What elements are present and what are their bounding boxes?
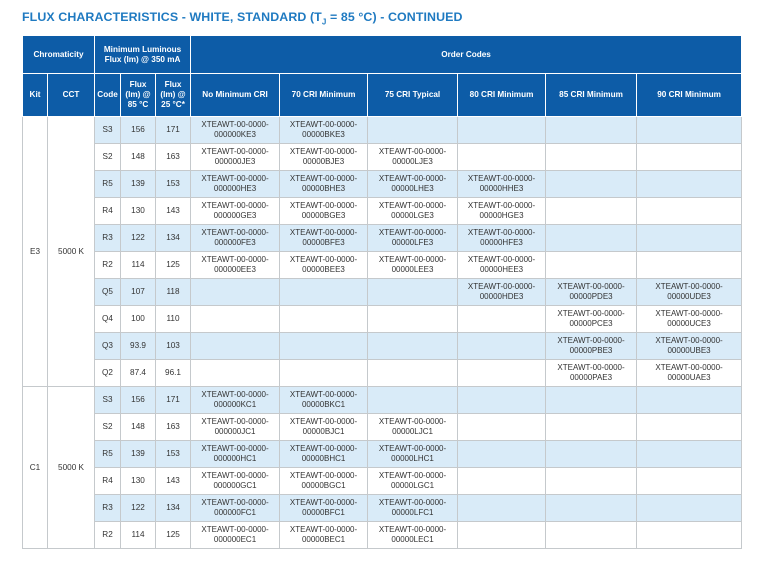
flux25-cell: 153 xyxy=(156,441,191,468)
order-code-cell xyxy=(637,252,742,279)
order-code-cell xyxy=(368,306,458,333)
order-code-cell: XTEAWT-00-0000-00000HFE3 xyxy=(458,225,546,252)
flux25-cell: 103 xyxy=(156,333,191,360)
order-code-cell: XTEAWT-00-0000-00000BJE3 xyxy=(280,144,368,171)
flux25-cell: 171 xyxy=(156,117,191,144)
kit-cell: C1 xyxy=(23,387,48,549)
order-code-cell: XTEAWT-00-0000-00000BJC1 xyxy=(280,414,368,441)
order-code-cell xyxy=(458,441,546,468)
order-code-cell: XTEAWT-00-0000-000000HE3 xyxy=(191,171,280,198)
order-code-cell xyxy=(280,333,368,360)
order-code-cell xyxy=(637,198,742,225)
order-code-cell: XTEAWT-00-0000-00000LFE3 xyxy=(368,225,458,252)
order-code-cell: XTEAWT-00-0000-000000JC1 xyxy=(191,414,280,441)
order-code-cell: XTEAWT-00-0000-00000PBE3 xyxy=(546,333,637,360)
order-code-cell xyxy=(280,306,368,333)
flux85-cell: 107 xyxy=(121,279,156,306)
order-code-cell xyxy=(637,441,742,468)
flux85-cell: 122 xyxy=(121,225,156,252)
order-code-cell: XTEAWT-00-0000-000000KE3 xyxy=(191,117,280,144)
kit-cell: E3 xyxy=(23,117,48,387)
order-code-cell xyxy=(458,468,546,495)
page-title: FLUX CHARACTERISTICS - WHITE, STANDARD ($T_J = 85$ °C) - CONTINUED xyxy=(22,10,463,27)
order-code-cell xyxy=(368,117,458,144)
order-code-cell xyxy=(191,306,280,333)
order-code-cell: XTEAWT-00-0000-00000LGE3 xyxy=(368,198,458,225)
order-code-cell xyxy=(458,333,546,360)
code-cell: R2 xyxy=(95,252,121,279)
code-cell: R4 xyxy=(95,468,121,495)
code-cell: R4 xyxy=(95,198,121,225)
order-code-cell xyxy=(458,117,546,144)
flux85-cell: 139 xyxy=(121,171,156,198)
cct-header: CCT xyxy=(48,74,95,117)
order-code-cell: XTEAWT-00-0000-00000HEE3 xyxy=(458,252,546,279)
order-code-cell: XTEAWT-00-0000-00000HHE3 xyxy=(458,171,546,198)
table-row xyxy=(23,360,742,387)
col-header: 90 CRI Minimum xyxy=(637,74,742,117)
code-cell: R5 xyxy=(95,171,121,198)
code-cell: S3 xyxy=(95,387,121,414)
table-row xyxy=(23,117,742,144)
order-code-cell xyxy=(458,387,546,414)
flux85-cell: 156 xyxy=(121,387,156,414)
order-code-cell xyxy=(458,360,546,387)
flux85-cell: 130 xyxy=(121,198,156,225)
order-code-cell: XTEAWT-00-0000-00000BKC1 xyxy=(280,387,368,414)
order-code-cell xyxy=(546,468,637,495)
order-code-cell: XTEAWT-00-0000-00000LGC1 xyxy=(368,468,458,495)
order-code-cell: XTEAWT-00-0000-00000PAE3 xyxy=(546,360,637,387)
order-code-cell: XTEAWT-00-0000-00000LHE3 xyxy=(368,171,458,198)
flux25-cell: 143 xyxy=(156,468,191,495)
table-row xyxy=(23,279,742,306)
order-code-cell xyxy=(546,225,637,252)
order-code-cell: XTEAWT-00-0000-000000GE3 xyxy=(191,198,280,225)
order-code-cell xyxy=(637,522,742,549)
order-code-cell: XTEAWT-00-0000-000000GC1 xyxy=(191,468,280,495)
order-code-cell xyxy=(637,171,742,198)
order-code-cell xyxy=(458,306,546,333)
order-code-cell xyxy=(191,333,280,360)
order-code-cell: XTEAWT-00-0000-00000BEC1 xyxy=(280,522,368,549)
order-code-cell xyxy=(546,387,637,414)
order-code-cell xyxy=(637,495,742,522)
order-code-cell: XTEAWT-00-0000-000000EC1 xyxy=(191,522,280,549)
flux85-cell: 156 xyxy=(121,117,156,144)
order-code-cell xyxy=(546,144,637,171)
table-row xyxy=(23,171,742,198)
order-code-cell: XTEAWT-00-0000-00000UCE3 xyxy=(637,306,742,333)
order-code-cell xyxy=(280,279,368,306)
order-code-cell xyxy=(368,387,458,414)
order-code-cell xyxy=(637,117,742,144)
code-cell: R2 xyxy=(95,522,121,549)
code-cell: S2 xyxy=(95,144,121,171)
flux-table xyxy=(22,35,742,549)
table-body xyxy=(23,117,742,549)
col-header: 85 CRI Minimum xyxy=(546,74,637,117)
flux25-header: Flux (lm) @ 25 °C* xyxy=(156,74,191,117)
flux85-cell: 122 xyxy=(121,495,156,522)
order-code-cell: XTEAWT-00-0000-00000LEE3 xyxy=(368,252,458,279)
flux25-cell: 153 xyxy=(156,171,191,198)
min-flux-header: Minimum Luminous Flux (lm) @ 350 mA xyxy=(95,36,191,74)
flux25-cell: 134 xyxy=(156,495,191,522)
flux85-cell: 93.9 xyxy=(121,333,156,360)
flux25-cell: 171 xyxy=(156,387,191,414)
flux85-cell: 148 xyxy=(121,414,156,441)
order-code-cell xyxy=(546,252,637,279)
order-code-cell: XTEAWT-00-0000-000000FE3 xyxy=(191,225,280,252)
order-code-cell: XTEAWT-00-0000-000000HC1 xyxy=(191,441,280,468)
order-code-cell: XTEAWT-00-0000-000000JE3 xyxy=(191,144,280,171)
order-code-cell xyxy=(546,171,637,198)
table-row xyxy=(23,522,742,549)
table-row xyxy=(23,144,742,171)
order-code-cell xyxy=(191,279,280,306)
table-row xyxy=(23,495,742,522)
order-code-cell: XTEAWT-00-0000-00000LJC1 xyxy=(368,414,458,441)
order-code-cell: XTEAWT-00-0000-00000UDE3 xyxy=(637,279,742,306)
order-code-cell: XTEAWT-00-0000-00000BFE3 xyxy=(280,225,368,252)
table-row xyxy=(23,225,742,252)
flux85-cell: 130 xyxy=(121,468,156,495)
table-row xyxy=(23,441,742,468)
order-code-cell xyxy=(368,333,458,360)
order-code-cell: XTEAWT-00-0000-000000EE3 xyxy=(191,252,280,279)
code-cell: R3 xyxy=(95,225,121,252)
order-code-cell xyxy=(280,360,368,387)
code-cell: Q3 xyxy=(95,333,121,360)
flux25-cell: 134 xyxy=(156,225,191,252)
code-cell: Q2 xyxy=(95,360,121,387)
order-code-cell xyxy=(546,414,637,441)
order-code-cell: XTEAWT-00-0000-00000PCE3 xyxy=(546,306,637,333)
flux85-cell: 114 xyxy=(121,252,156,279)
order-code-cell: XTEAWT-00-0000-00000UAE3 xyxy=(637,360,742,387)
order-code-cell xyxy=(458,144,546,171)
order-code-cell xyxy=(546,441,637,468)
flux25-cell: 96.1 xyxy=(156,360,191,387)
order-code-cell xyxy=(191,360,280,387)
table-row xyxy=(23,252,742,279)
order-code-cell: XTEAWT-00-0000-00000PDE3 xyxy=(546,279,637,306)
order-code-cell: XTEAWT-00-0000-00000LJE3 xyxy=(368,144,458,171)
flux85-cell: 148 xyxy=(121,144,156,171)
flux85-cell: 100 xyxy=(121,306,156,333)
order-code-cell: XTEAWT-00-0000-00000BEE3 xyxy=(280,252,368,279)
col-header: 70 CRI Minimum xyxy=(280,74,368,117)
table-row xyxy=(23,333,742,360)
table-row xyxy=(23,306,742,333)
order-code-cell xyxy=(637,144,742,171)
order-code-cell: XTEAWT-00-0000-00000HGE3 xyxy=(458,198,546,225)
kit-header: Kit xyxy=(23,74,48,117)
order-code-cell: XTEAWT-00-0000-000000KC1 xyxy=(191,387,280,414)
order-code-cell: XTEAWT-00-0000-00000BHC1 xyxy=(280,441,368,468)
chromaticity-header: Chromaticity xyxy=(23,36,95,74)
order-code-cell xyxy=(546,495,637,522)
order-code-cell: XTEAWT-00-0000-00000LEC1 xyxy=(368,522,458,549)
order-code-cell xyxy=(637,468,742,495)
code-cell: R3 xyxy=(95,495,121,522)
order-code-cell xyxy=(546,117,637,144)
flux25-cell: 125 xyxy=(156,252,191,279)
flux85-header: Flux (lm) @ 85 °C xyxy=(121,74,156,117)
code-cell: R5 xyxy=(95,441,121,468)
cct-cell: 5000 K xyxy=(48,117,95,387)
order-code-cell xyxy=(637,387,742,414)
code-header: Code xyxy=(95,74,121,117)
order-code-cell xyxy=(546,198,637,225)
order-code-cell xyxy=(458,414,546,441)
flux25-cell: 125 xyxy=(156,522,191,549)
col-header: 75 CRI Typical xyxy=(368,74,458,117)
flux85-cell: 114 xyxy=(121,522,156,549)
table-row xyxy=(23,387,742,414)
order-code-cell xyxy=(458,495,546,522)
table-row xyxy=(23,414,742,441)
order-code-cell: XTEAWT-00-0000-00000BGC1 xyxy=(280,468,368,495)
flux25-cell: 110 xyxy=(156,306,191,333)
order-code-cell: XTEAWT-00-0000-00000BGE3 xyxy=(280,198,368,225)
order-code-cell: XTEAWT-00-0000-00000LFC1 xyxy=(368,495,458,522)
cct-cell: 5000 K xyxy=(48,387,95,549)
code-cell: S2 xyxy=(95,414,121,441)
order-code-cell xyxy=(637,414,742,441)
order-code-cell xyxy=(546,522,637,549)
flux85-cell: 139 xyxy=(121,441,156,468)
code-cell: S3 xyxy=(95,117,121,144)
order-code-cell xyxy=(368,279,458,306)
flux25-cell: 143 xyxy=(156,198,191,225)
code-cell: Q4 xyxy=(95,306,121,333)
order-code-cell: XTEAWT-00-0000-00000BFC1 xyxy=(280,495,368,522)
table-row xyxy=(23,198,742,225)
order-code-cell: XTEAWT-00-0000-00000BKE3 xyxy=(280,117,368,144)
order-code-cell: XTEAWT-00-0000-00000UBE3 xyxy=(637,333,742,360)
col-header: 80 CRI Minimum xyxy=(458,74,546,117)
flux85-cell: 87.4 xyxy=(121,360,156,387)
flux25-cell: 163 xyxy=(156,144,191,171)
order-codes-header: Order Codes xyxy=(191,36,742,74)
order-code-cell: XTEAWT-00-0000-00000HDE3 xyxy=(458,279,546,306)
order-code-cell xyxy=(458,522,546,549)
flux25-cell: 163 xyxy=(156,414,191,441)
flux25-cell: 118 xyxy=(156,279,191,306)
order-code-cell xyxy=(637,225,742,252)
order-code-cell: XTEAWT-00-0000-00000LHC1 xyxy=(368,441,458,468)
code-cell: Q5 xyxy=(95,279,121,306)
order-code-cell: XTEAWT-00-0000-000000FC1 xyxy=(191,495,280,522)
order-code-cell xyxy=(368,360,458,387)
col-header: No Minimum CRI xyxy=(191,74,280,117)
order-code-cell: XTEAWT-00-0000-00000BHE3 xyxy=(280,171,368,198)
table-row xyxy=(23,468,742,495)
